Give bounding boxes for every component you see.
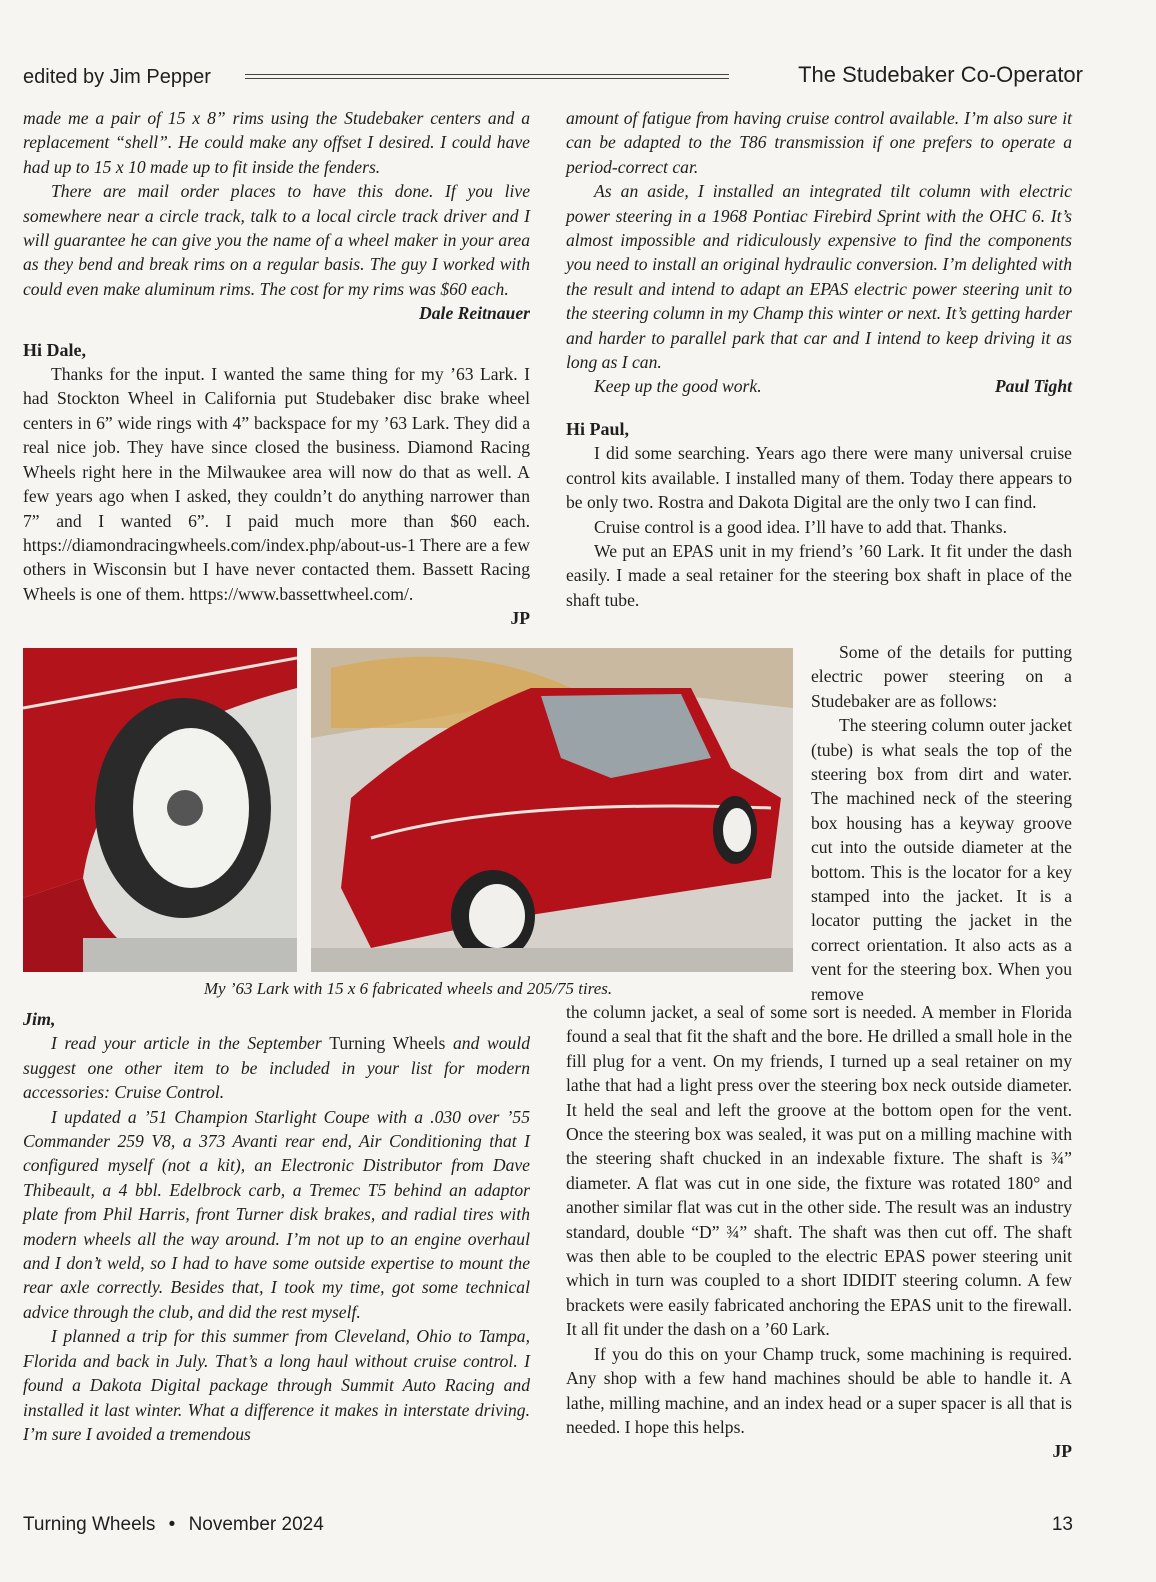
signature-jp: JP [1052,1441,1072,1462]
footer-bullet: • [168,1514,176,1535]
paragraph: Some of the details for putting electric power steering on a Studebaker are as follows: [811,642,1072,711]
signature-line [23,301,530,325]
paragraph: the column jacket, a seal of some sort is needed. A member in Florida found a seal that fit the shaft and the bore. He drilled a small hole in the fill plug for a vent. On my friends, I turned up a seal retainer on my lathe that had a light press over the steering box neck outside diameter. It held the seal and left the groove at the bottom open for the vent. Once the steering box was sealed, it was put on a milling machine with the steering shaft chucked in an indexable fixture. The shaft is ¾” diameter. A flat was cut in one side, the fixture was rotated 180° and another similar flat was cut in the other side. The result was an industry standard, double “D” ¾” shaft. The shaft was then cut off. The shaft was then able to be coupled to the electric EPAS power steering unit which in turn was coupled to a short IDIDIT steering column. A few brackets were easily fabricated anchoring the EPAS unit to the firewall. It all fit under the dash on a ’60 Lark. [566,1002,1072,1340]
page-footer [23,1514,1073,1542]
paragraph: I planned a trip for this summer from Cleveland, Ohio to Tampa, Florida and back in July. That’s a long haul without cruise control. I found a Dakota Digital package through Summit Auto Racing and installed it last winter. What a difference it makes in interstate driving. I’m sure I avoided a tremendous [23,1326,530,1444]
photo-red-lark [311,648,793,972]
signature-line [566,374,1072,398]
letter-salutation: Jim, [23,1009,56,1029]
signature-line [566,1439,1072,1463]
paragraph: We put an EPAS unit in my friend’s ’60 Lark. It fit under the dash easily. I made a seal retainer for the steering box shaft in place of the shaft tube. [566,540,1072,610]
column-right-bottom [566,1000,1072,1464]
paragraph: If you do this on your Champ truck, some machining is required. Any shop with a few hand machines should be able to handle it. A lathe, milling machine, and an index head or a super spacer is all that is needed. I hope this helps. [566,1343,1072,1437]
red-lark-illustration [311,648,793,972]
paragraph: The steering column outer jacket (tube) is what seals the top of the steering box from dirt and water. The machined neck of the steering box housing has a keyway groove cut into the outside diameter at the bottom. This is the locator for a key stamped into the jacket. It is a locator putting the jacket in the correct orientation. It also acts as a vent for the steering box. When you remove [811,715,1072,1004]
signature-dale: Dale Reitnauer [419,303,530,324]
paragraph: As an aside, I installed an integrated tilt column with electric power steering in a 1968 Pontiac Firebird Sprint with the OHC 6. It’s almost impossible and ridiculously expensive to find the components you need to install an original hydraulic conversion. I’m delighted with the result and intend to adapt an EPAS electric power steering unit to the steering column in my Champ this winter or next. It’s getting harder and harder to parallel park that car and I intend to keep driving it as long as I can. [566,181,1072,373]
signature-jp: JP [510,608,530,629]
editor-credit: edited by Jim Pepper [23,66,211,88]
paragraph: Thanks for the input. I wanted the same thing for my ’63 Lark. I had Stockton Wheel in California put Studebaker disc brake wheel centers in 6” wide rings with 4” backspace for my ’63 Lark. They did a real nice job. They have since closed the business. Diamond Racing Wheels right here in the Milwaukee area will now do that as well. A few years ago when I asked, they couldn’t do anything narrower than 7” and I wanted 6”. I paid much more than $60 each. https://diamondracingwheels.com/index.php/about-us-1 There are a few others in Wisconsin but I have never contacted them. Bassett Racing Wheels is one of them. https://www.bassettwheel.com/. [23,364,530,604]
paragraph: I did some searching. Years ago there were many universal cruise control kits available. I installed many of them. Today there appears to be only two. Rostra and Dakota Digital are the only two I can find. [566,443,1072,513]
letter-salutation: Hi Paul, [566,418,630,439]
paragraph: I updated a ’51 Champion Starlight Coupe with a .030 over ’55 Commander 259 V8, a 373 Avanti rear end, Air Conditioning that I configured myself (not a kit), an Electronic Distributor from Dave Thibeault, a 4 bbl. Edelbrock carb, a Tremec T5 behind an adaptor plate from Phil Harris, front Turner disk brakes, and radial tires with modern wheels all the way around. I’m not up to an engine overhaul and I don’t weld, so I had to have some outside expertise to mount the rear axle correctly. Besides that, I took my time, got some technical advice through the club, and did the rest myself. [23,1106,530,1322]
page-number: 13 [1051,1514,1073,1535]
paragraph: I read your article in the September Turning Wheels and would suggest one other item to be included in your list for modern accessories: Cruise Control. [23,1033,530,1103]
closing-line: Keep up the good work. [594,376,762,397]
wheel-closeup-illustration [23,648,297,972]
column-left-top [23,106,530,631]
column-wrap-beside-photo [811,640,1072,1006]
paragraph: made me a pair of 15 x 8” rims using the Studebaker centers and a replacement “shell”. He could make any offset I desired. I could have had up to 15 x 10 made up to fit inside the fenders. [23,108,530,177]
photo-caption: My ’63 Lark with 15 x 6 fabricated wheels and 205/75 tires. [203,979,613,998]
photo-wheel-closeup [23,648,297,972]
column-left-bottom [23,1007,530,1446]
signature-paul: Paul Tight [994,376,1072,397]
page-header [23,60,1083,94]
signature-line [23,606,530,630]
magazine-title-mention: Turning Wheels [329,1033,446,1054]
column-right-top [566,106,1072,612]
paragraph: Cruise control is a good idea. I’ll have to add that. Thanks. [594,516,1008,537]
paragraph: There are mail order places to have this done. If you live somewhere near a circle track, talk to a local circle track driver and I will guarantee he can give you the name of a wheel maker in your area as they bend and break rims on a regular basis. The guy I worked with could even make aluminum rims. The cost for my rims was $60 each. [23,181,530,299]
issue-date: November 2024 [188,1514,324,1535]
column-title: The Studebaker Co-Operator [798,62,1083,87]
letter-salutation: Hi Dale, [23,339,86,360]
magazine-name: Turning Wheels [23,1514,156,1535]
header-rule [245,74,729,79]
paragraph: amount of fatigue from having cruise control available. I’m also sure it can be adapted to the T86 transmission if one prefers to operate a period-correct car. [566,108,1072,177]
